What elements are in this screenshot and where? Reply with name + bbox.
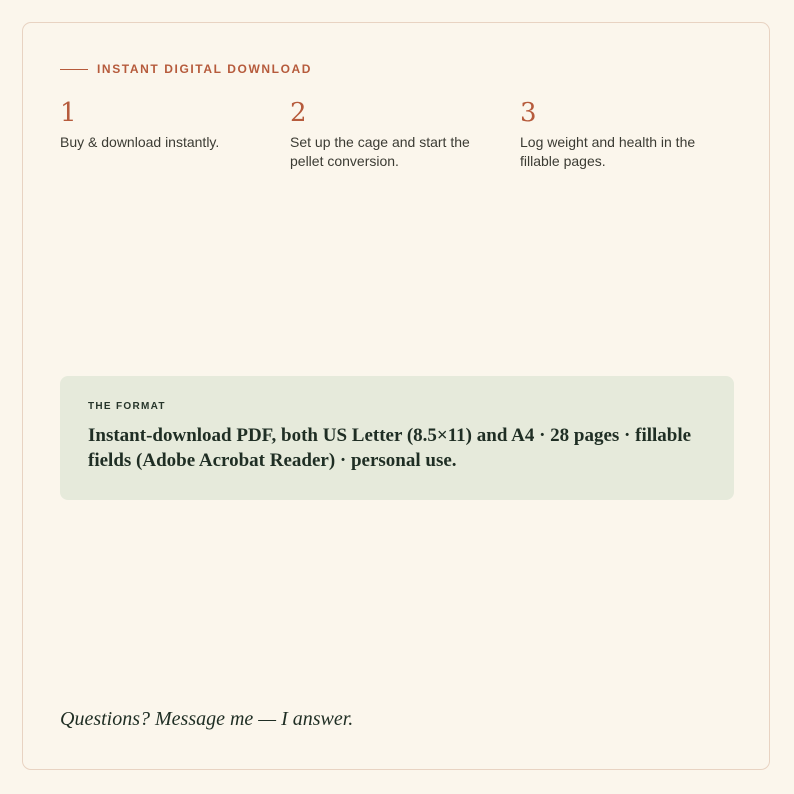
eyebrow-text: INSTANT DIGITAL DOWNLOAD — [97, 62, 313, 76]
steps-list — [60, 97, 750, 187]
format-description: Instant-download PDF, both US Letter (8.5×11) and A4 · 28 pages · fillable fields (Adobe Acrobat Reader) · personal use. — [88, 425, 692, 471]
step-number: 3 — [520, 98, 537, 128]
step-2 — [290, 97, 490, 171]
step-1 — [60, 97, 260, 152]
eyebrow-rule — [60, 69, 88, 70]
step-text: Log weight and health in the fillable pages. — [520, 134, 696, 169]
step-text: Set up the cage and start the pellet conversion. — [290, 134, 470, 169]
info-card — [22, 22, 770, 770]
eyebrow — [60, 62, 312, 76]
step-number: 1 — [60, 98, 77, 128]
footer-question: Questions? Message me — I answer. — [60, 708, 354, 730]
format-label: THE FORMAT — [88, 401, 166, 412]
format-panel — [60, 376, 734, 500]
step-text: Buy & download instantly. — [60, 134, 220, 150]
step-3 — [520, 97, 720, 171]
step-number: 2 — [290, 98, 307, 128]
